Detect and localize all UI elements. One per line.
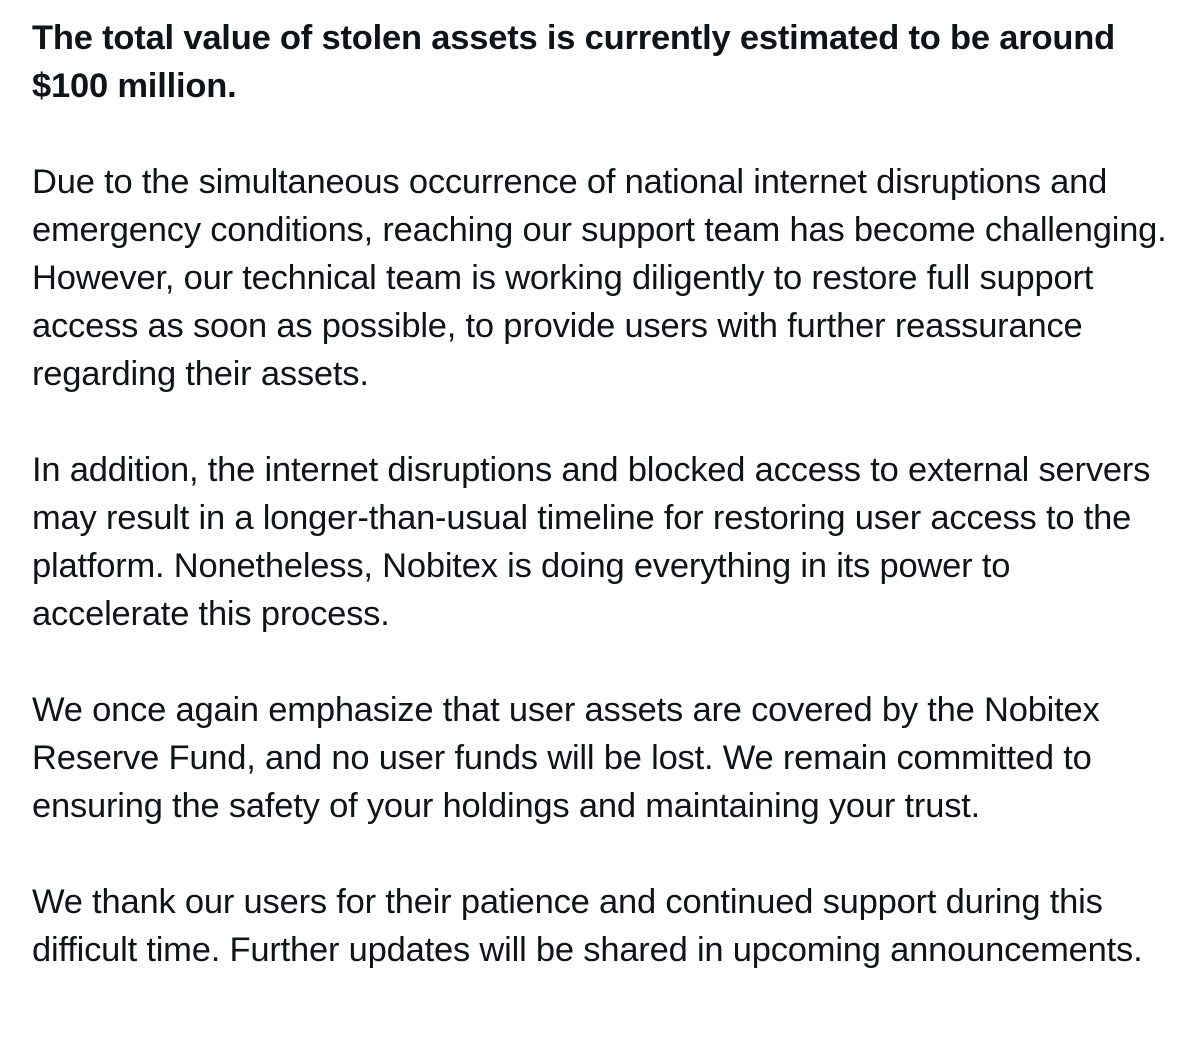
post-paragraph-support-access: Due to the simultaneous occurrence of national internet disruptions and emergency conditions, reaching our support team has become challenging. However, our technical team is working diligently to restore full support access as soon as possible, to provide users with further reassurance regarding their assets. [32,163,1167,393]
post-text-body [32,14,1172,974]
post-paragraph-internet-disruptions: In addition, the internet disruptions and blocked access to external servers may result in a longer-than-usual timeline for restoring user access to the platform. Nonetheless, Nobitex is doing everything in its power to accelerate this process. [32,451,1151,633]
post-paragraph-reserve-fund: We once again emphasize that user assets are covered by the Nobitex Reserve Fund, and no user funds will be lost. We remain committed to ensuring the safety of your holdings and maintaining your trust. [32,691,1100,825]
post-paragraph-thanks: We thank our users for their patience and continued support during this difficult time. Further updates will be shared in upcoming announcements. [32,883,1143,969]
post-headline: The total value of stolen assets is currently estimated to be around $100 million. [32,19,1116,105]
